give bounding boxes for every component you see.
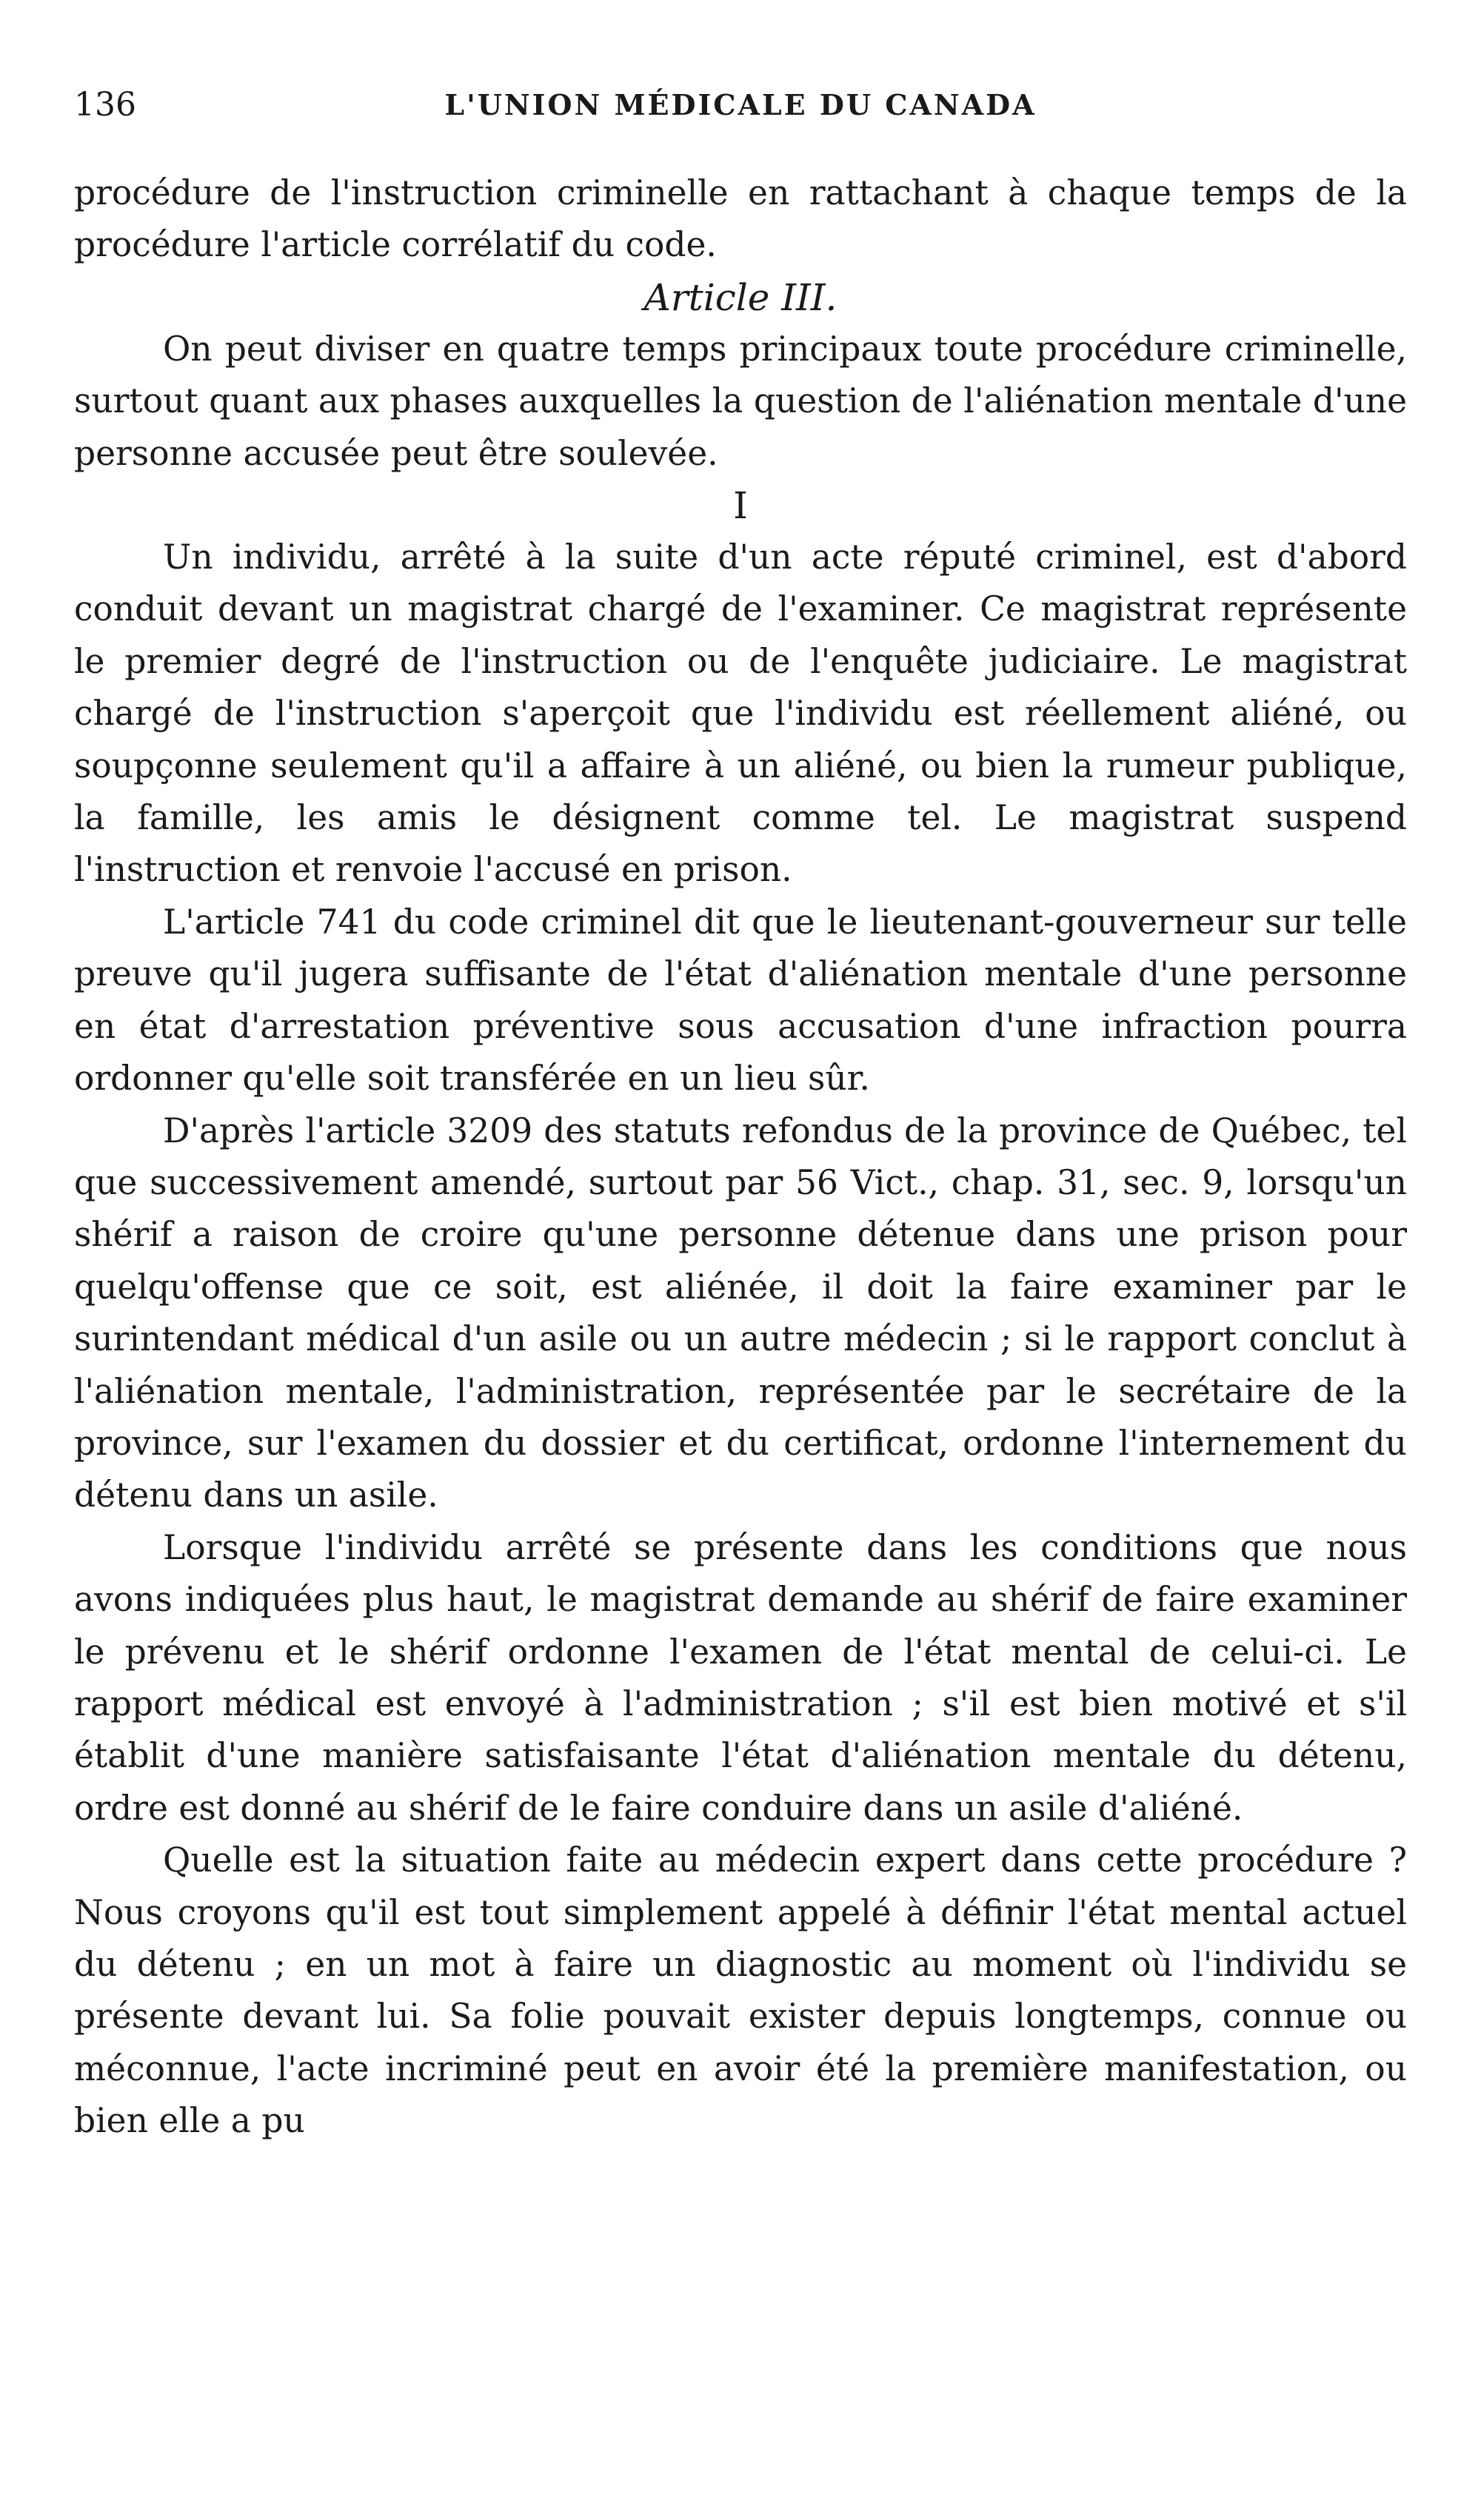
paragraph: L'article 741 du code criminel dit que le lieutenant-gouverneur sur telle preuve qu'il jugera suffisante de l'état d'aliénation mentale d'une personne en état d'arrestation préventive sous accusation d'une infraction pourra ordonner qu'elle soit transférée en un lieu sûr. bbox=[74, 902, 1407, 1099]
page-number: 136 bbox=[74, 86, 136, 124]
paragraph: Quelle est la situation faite au médecin expert dans cette procédure ? Nous croyons qu'il est tout simplement appelé à définir l'état mental actuel du détenu ; en un mot à faire un diagnostic au moment où l'individu se présente devant lui. Sa folie pouvait exister depuis longtemps, connue ou méconnue, l'acte incriminé peut en avoir été la première manifestation, ou bien elle a pu bbox=[74, 1840, 1407, 2141]
running-header bbox=[74, 83, 1407, 127]
body-text bbox=[74, 167, 1407, 2148]
paragraph: Lorsque l'individu arrêté se présente dans les conditions que nous avons indiquées plus haut, le magistrat demande au shérif de faire examiner le prévenu et le shérif ordonne l'examen de l'état mental de celui-ci. Le rapport médical est envoyé à l'administration ; s'il est bien motivé et s'il établit d'une manière satisfaisante l'état d'aliénation mentale du détenu, ordre est donné au shérif de le faire conduire dans un asile d'aliéné. bbox=[74, 1527, 1407, 1828]
document-page bbox=[74, 0, 1407, 2520]
continuation-paragraph: procédure de l'instruction criminelle en rattachant à chaque temps de la procédure l'article corrélatif du code. bbox=[74, 173, 1407, 265]
section-heading: I bbox=[733, 484, 748, 528]
intro-paragraph: On peut diviser en quatre temps principaux toute procédure criminelle, surtout quant aux phases auxquelles la question de l'aliénation mentale d'une personne accusée peut être soulevée. bbox=[74, 329, 1407, 473]
paragraph: Un individu, arrêté à la suite d'un acte réputé criminel, est d'abord conduit devant un magistrat chargé de l'examiner. Ce magistrat représente le premier degré de l'instruction ou de l'enquête judiciaire. Le magistrat chargé de l'instruction s'aperçoit que l'individu est réellement aliéné, ou soupçonne seulement qu'il a affaire à un aliéné, ou bien la rumeur publique, la famille, les amis le désignent comme tel. Le magistrat suspend l'instruction et renvoie l'accusé en prison. bbox=[74, 537, 1407, 890]
article-heading: Article III. bbox=[643, 275, 838, 319]
journal-title: L'UNION MÉDICALE DU CANADA bbox=[444, 88, 1037, 121]
paragraph: D'après l'article 3209 des statuts refondus de la province de Québec, tel que successivement amendé, surtout par 56 Vict., chap. 31, sec. 9, lorsqu'un shérif a raison de croire qu'une personne détenue dans une prison pour quelqu'offense que ce soit, est aliénée, il doit la faire examiner par le surintendant médical d'un asile ou un autre médecin ; si le rapport conclut à l'aliénation mentale, l'administration, représentée par le secrétaire de la province, sur l'examen du dossier et du certificat, ordonne l'internement du détenu dans un asile. bbox=[74, 1110, 1407, 1515]
